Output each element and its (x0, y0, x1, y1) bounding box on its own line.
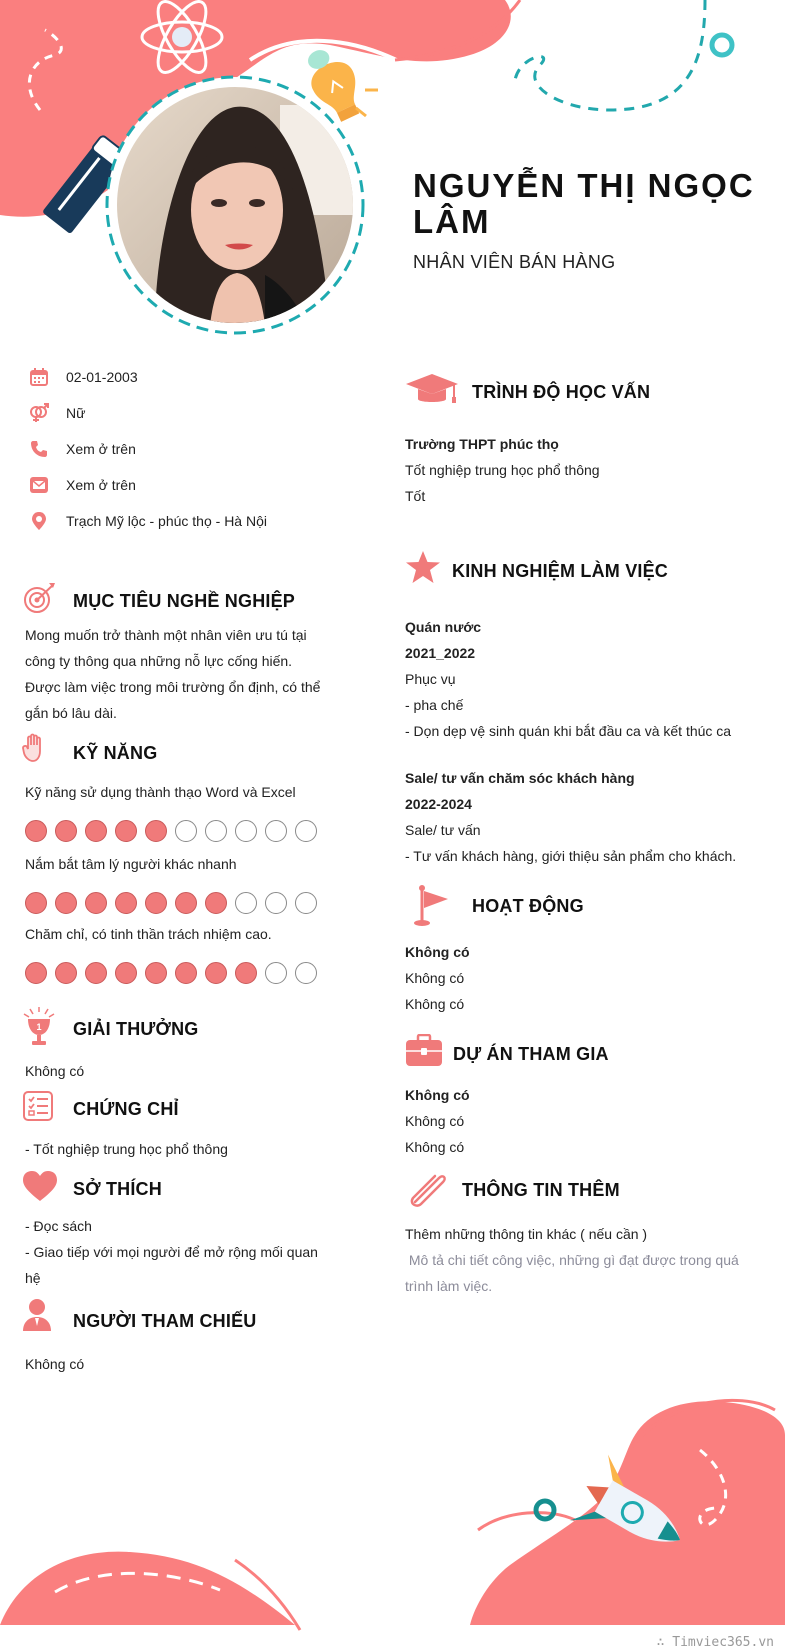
objective-text (25, 622, 325, 726)
rating-dot-filled (115, 962, 137, 984)
skill-label: Chăm chỉ, có tinh thần trách nhiệm cao. (25, 926, 272, 942)
rating-dot-filled (55, 820, 77, 842)
hobby-line: hệ (25, 1270, 41, 1286)
hobbies-title: SỞ THÍCH (73, 1179, 162, 1199)
hobbies-text (25, 1213, 325, 1291)
watermark: ∴ Timviec365.vn (656, 1635, 774, 1650)
experience-title: KINH NGHIỆM LÀM VIỆC (452, 561, 669, 581)
rating-dot-filled (85, 962, 107, 984)
objective-line: Được làm việc trong môi trường ổn định, có thể (25, 679, 321, 695)
awards-title: GIẢI THƯỞNG (73, 1019, 199, 1039)
address-text: Trạch Mỹ lộc - phúc thọ - Hà Nội (66, 513, 267, 529)
activity-line: Không có (405, 970, 465, 986)
skill-rating (25, 892, 317, 914)
projects-details (405, 1082, 775, 1160)
rating-dot-filled (145, 962, 167, 984)
person-icon (22, 1298, 52, 1332)
rating-dot-filled (145, 820, 167, 842)
rating-dot-filled (115, 892, 137, 914)
job-period: 2022-2024 (405, 796, 472, 812)
rating-dot-empty (265, 892, 287, 914)
trophy-icon (22, 1007, 56, 1047)
additional-details (405, 1221, 755, 1299)
rating-dot-empty (205, 820, 227, 842)
objective-line: gắn bó lâu dài. (25, 705, 117, 721)
checklist-icon (22, 1090, 54, 1122)
certificates-title: CHỨNG CHỈ (73, 1099, 179, 1119)
rating-dot-filled (115, 820, 137, 842)
education-title: TRÌNH ĐỘ HỌC VẤN (472, 382, 651, 402)
target-icon (22, 582, 56, 614)
objective-line: Mong muốn trở thành một nhân viên ưu tú tại (25, 627, 307, 643)
job-company: Sale/ tư vấn chăm sóc khách hàng (405, 770, 635, 786)
rating-dot-empty (265, 962, 287, 984)
star-icon (405, 550, 441, 584)
job-company: Quán nước (405, 619, 482, 635)
rating-dot-empty (265, 820, 287, 842)
hobby-line: - Đọc sách (25, 1218, 92, 1234)
job-detail: - Tư vấn khách hàng, giới thiệu sản phẩm cho khách. (405, 848, 737, 864)
awards-text: Không có (25, 1063, 85, 1079)
heart-icon (22, 1170, 58, 1202)
certificates-text: - Tốt nghiệp trung học phổ thông (25, 1141, 228, 1157)
additional-title: THÔNG TIN THÊM (462, 1180, 620, 1200)
skill-label: Kỹ năng sử dụng thành thạo Word và Excel (25, 784, 296, 800)
job-role: Phục vụ (405, 671, 456, 687)
location-icon (28, 510, 50, 532)
skill-rating (25, 820, 317, 842)
experience-job (405, 614, 785, 744)
avatar (115, 85, 355, 325)
email-icon (28, 474, 50, 496)
rating-dot-empty (235, 892, 257, 914)
rating-dot-filled (235, 962, 257, 984)
contact-address (28, 508, 267, 534)
gender-text: Nữ (66, 405, 86, 421)
references-text: Không có (25, 1356, 85, 1372)
rating-dot-filled (205, 892, 227, 914)
education-grade: Tốt (405, 488, 426, 504)
education-details (405, 431, 775, 509)
rating-dot-filled (85, 820, 107, 842)
rating-dot-empty (175, 820, 197, 842)
activities-details (405, 939, 775, 1017)
contact-birthdate (28, 364, 138, 390)
job-role: Sale/ tư vấn (405, 822, 481, 838)
job-title: NHÂN VIÊN BÁN HÀNG (413, 252, 616, 272)
hand-icon (22, 733, 48, 765)
rating-dot-empty (295, 892, 317, 914)
skill-rating (25, 962, 317, 984)
rating-dot-filled (175, 892, 197, 914)
job-detail: - Dọn dẹp vệ sinh quán khi bắt đầu ca và kết thúc ca (405, 723, 732, 739)
rating-dot-filled (205, 962, 227, 984)
additional-line: Thêm những thông tin khác ( nếu cần ) (405, 1226, 648, 1242)
rating-dot-filled (175, 962, 197, 984)
objective-line: công ty thông qua những nỗ lực cống hiến. (25, 653, 293, 669)
rating-dot-filled (85, 892, 107, 914)
contact-gender (28, 400, 85, 426)
candidate-name: NGUYỄN THỊ NGỌC LÂM (413, 167, 755, 240)
rating-dot-empty (295, 962, 317, 984)
additional-description: trình làm việc. (405, 1278, 493, 1294)
briefcase-icon (405, 1034, 443, 1068)
rating-dot-filled (55, 962, 77, 984)
hobby-line: - Giao tiếp với mọi người để mở rộng mối quan (25, 1244, 318, 1260)
rating-dot-empty (295, 820, 317, 842)
svg-text:1: 1 (36, 1022, 42, 1032)
paperclip-icon (405, 1168, 449, 1208)
rating-dot-filled (25, 962, 47, 984)
education-school: Trường THPT phúc thọ (405, 436, 559, 452)
references-title: NGƯỜI THAM CHIẾU (73, 1311, 257, 1331)
footer-decoration (0, 1390, 800, 1652)
phone-text: Xem ở trên (66, 441, 136, 457)
contact-phone (28, 436, 136, 462)
flag-icon (410, 883, 450, 927)
skill-label: Nắm bắt tâm lý người khác nhanh (25, 856, 237, 872)
experience-job (405, 765, 785, 869)
rating-dot-filled (145, 892, 167, 914)
project-line: Không có (405, 1113, 465, 1129)
job-detail: - pha chế (405, 697, 464, 713)
activity-line: Không có (405, 996, 465, 1012)
activity-line: Không có (405, 944, 470, 960)
rating-dot-filled (55, 892, 77, 914)
rating-dot-filled (25, 820, 47, 842)
contact-email (28, 472, 136, 498)
additional-description: Mô tả chi tiết công việc, những gì đạt được trong quá (405, 1252, 739, 1268)
rating-dot-empty (235, 820, 257, 842)
project-line: Không có (405, 1087, 470, 1103)
project-line: Không có (405, 1139, 465, 1155)
phone-icon (28, 438, 50, 460)
projects-title: DỰ ÁN THAM GIA (453, 1044, 609, 1064)
job-period: 2021_2022 (405, 645, 476, 661)
graduation-cap-icon (405, 372, 459, 406)
birthdate-text: 02-01-2003 (66, 369, 138, 385)
rating-dot-filled (25, 892, 47, 914)
email-text: Xem ở trên (66, 477, 136, 493)
gender-icon (28, 402, 50, 424)
skills-title: KỸ NĂNG (73, 743, 158, 763)
objective-title: MỤC TIÊU NGHỀ NGHIỆP (73, 591, 296, 611)
education-degree: Tốt nghiệp trung học phổ thông (405, 462, 600, 478)
calendar-icon (28, 366, 50, 388)
activities-title: HOẠT ĐỘNG (472, 896, 584, 916)
